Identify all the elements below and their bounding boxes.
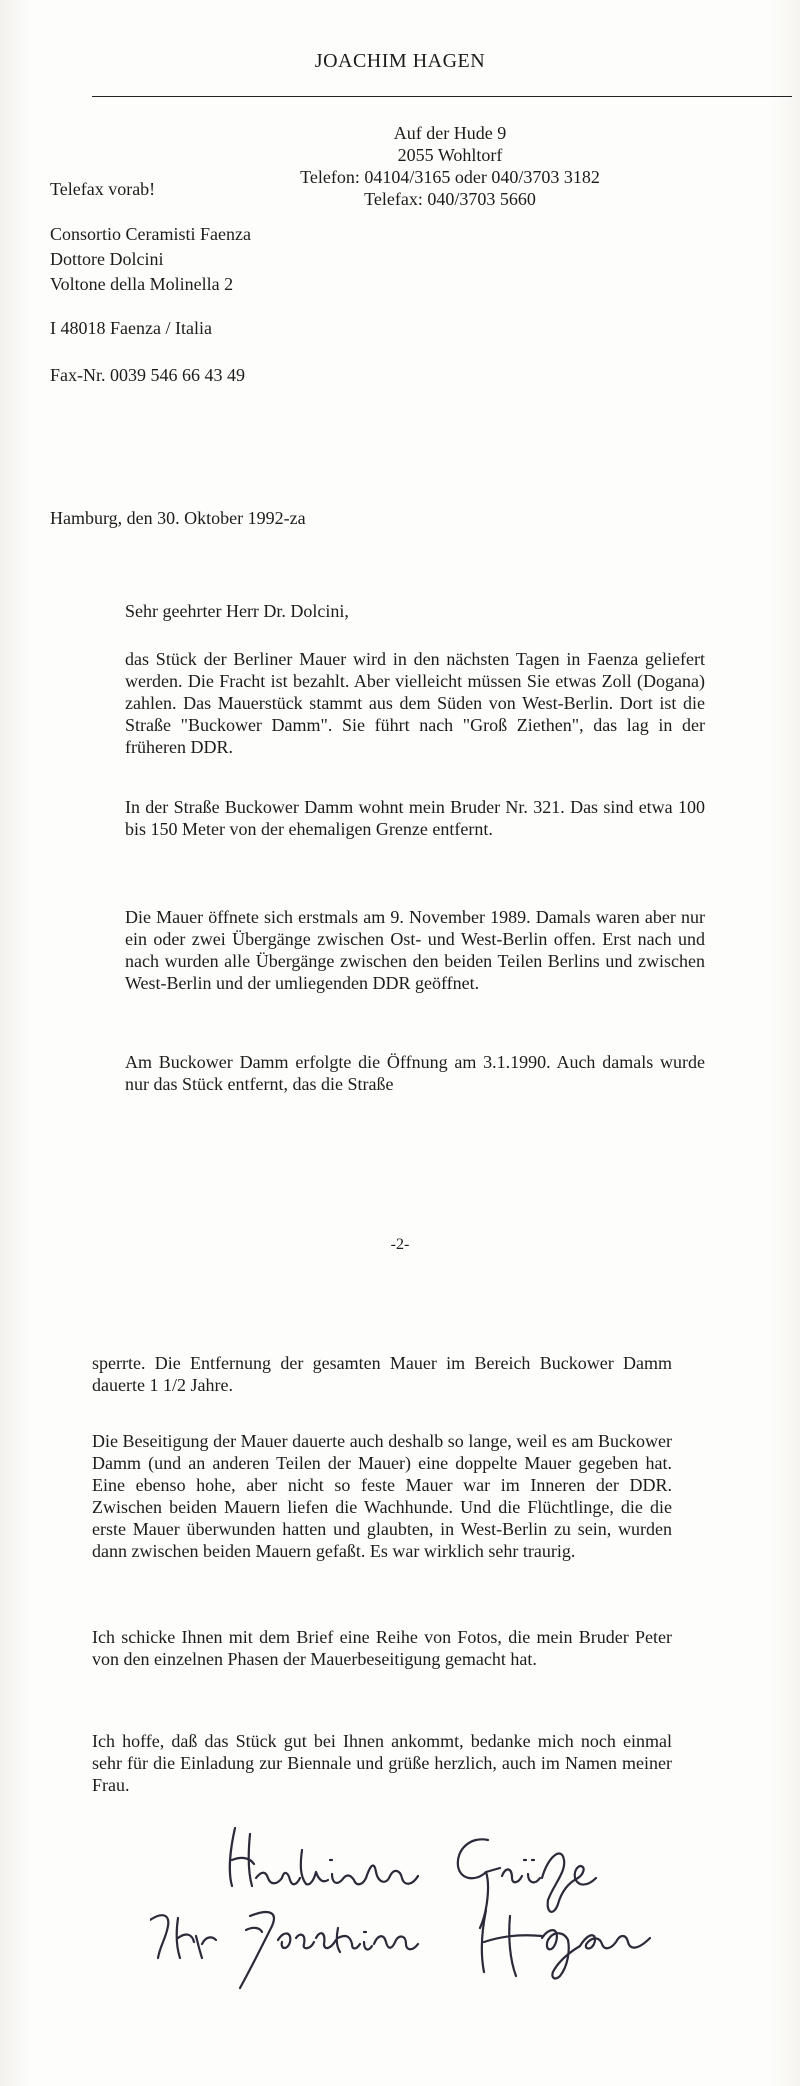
recipient-address-block [50,222,251,297]
recipient-line-2: Dottore Dolcini [50,249,164,269]
closing-paragraph: Ich hoffe, daß das Stück gut bei Ihnen ankommt, bedanke mich noch einmal sehr für die Einladung zur Biennale und grüße herzlich, auch im Namen meiner Frau. [92,1731,672,1795]
body-paragraph-6: Die Beseitigung der Mauer dauerte auch deshalb so lange, weil es am Buckower Damm (und an anderen Teilen der Mauer) eine doppelte Mauer gegeben hat. Eine ebenso hohe, aber nicht so feste Mauer war im Inneren der DDR. Zwischen beiden Mauern liefen die Wachhunde. Und die Flüchtlinge, die die erste Mauer überwunden hatten und glaubten, in West-Berlin zu sein, wurden dann zwischen beiden Mauern gefaßt. Es war wirklich sehr traurig. [92,1431,672,1561]
sender-city: 2055 Wohltorf [397,145,503,165]
body-paragraph-3: Die Mauer öffnete sich erstmals am 9. November 1989. Damals waren aber nur ein oder zwei Übergänge zwischen Ost- und West-Berlin offen. Erst nach und nach wurden alle Übergänge zwischen den beiden Teilen Berlins und zwischen West-Berlin und der umliegenden DDR geöffnet. [125,907,705,993]
body-paragraph-2: In der Straße Buckower Damm wohnt mein Bruder Nr. 321. Das sind etwa 100 bis 150 Meter von der ehemaligen Grenze entfernt. [125,797,705,839]
body-paragraph-4: Am Buckower Damm erfolgte die Öffnung am 3.1.1990. Auch damals wurde nur das Stück entfernt, das die Straße [125,1052,705,1094]
sender-address-block [225,122,675,210]
recipient-fax-number: Fax-Nr. 0039 546 66 43 49 [50,365,245,385]
sender-phone: Telefon: 04104/3165 oder 040/3703 3182 [300,167,600,187]
body-paragraph-5: sperrte. Die Entfernung der gesamten Mauer im Bereich Buckower Damm dauerte 1 1/2 Jahre. [92,1353,672,1395]
recipient-line-3: Voltone della Molinella 2 [50,274,234,294]
dateline: Hamburg, den 30. Oktober 1992-za [50,508,306,528]
sender-fax: Telefax: 040/3703 5660 [364,189,536,209]
body-paragraph-7: Ich schicke Ihnen mit dem Brief eine Reihe von Fotos, die mein Bruder Peter von den einzelnen Phasen der Mauerbeseitigung gemacht hat. [92,1627,672,1669]
page-number: -2- [390,1236,410,1253]
recipient-line-1: Consortio Ceramisti Faenza [50,224,251,244]
handwritten-signature [150,1820,680,1990]
letterhead-name: JOACHIM HAGEN [314,50,486,72]
fax-note: Telefax vorab! [50,179,156,199]
sender-street: Auf der Hude 9 [393,123,507,143]
letterhead-rule [92,96,792,97]
recipient-city: I 48018 Faenza / Italia [50,318,212,338]
signature-strokes [150,1828,650,1988]
body-paragraph-1: das Stück der Berliner Mauer wird in den nächsten Tagen in Faenza geliefert werden. Die Fracht ist bezahlt. Aber vielleicht müssen Sie etwas Zoll (Dogana) zahlen. Das Mauerstück stammt aus dem Süden von West-Berlin. Dort ist die Straße "Buckower Damm". Sie führt nach "Groß Ziethen", das lag in der früheren DDR. [125,649,705,757]
salutation: Sehr geehrter Herr Dr. Dolcini, [125,601,349,621]
